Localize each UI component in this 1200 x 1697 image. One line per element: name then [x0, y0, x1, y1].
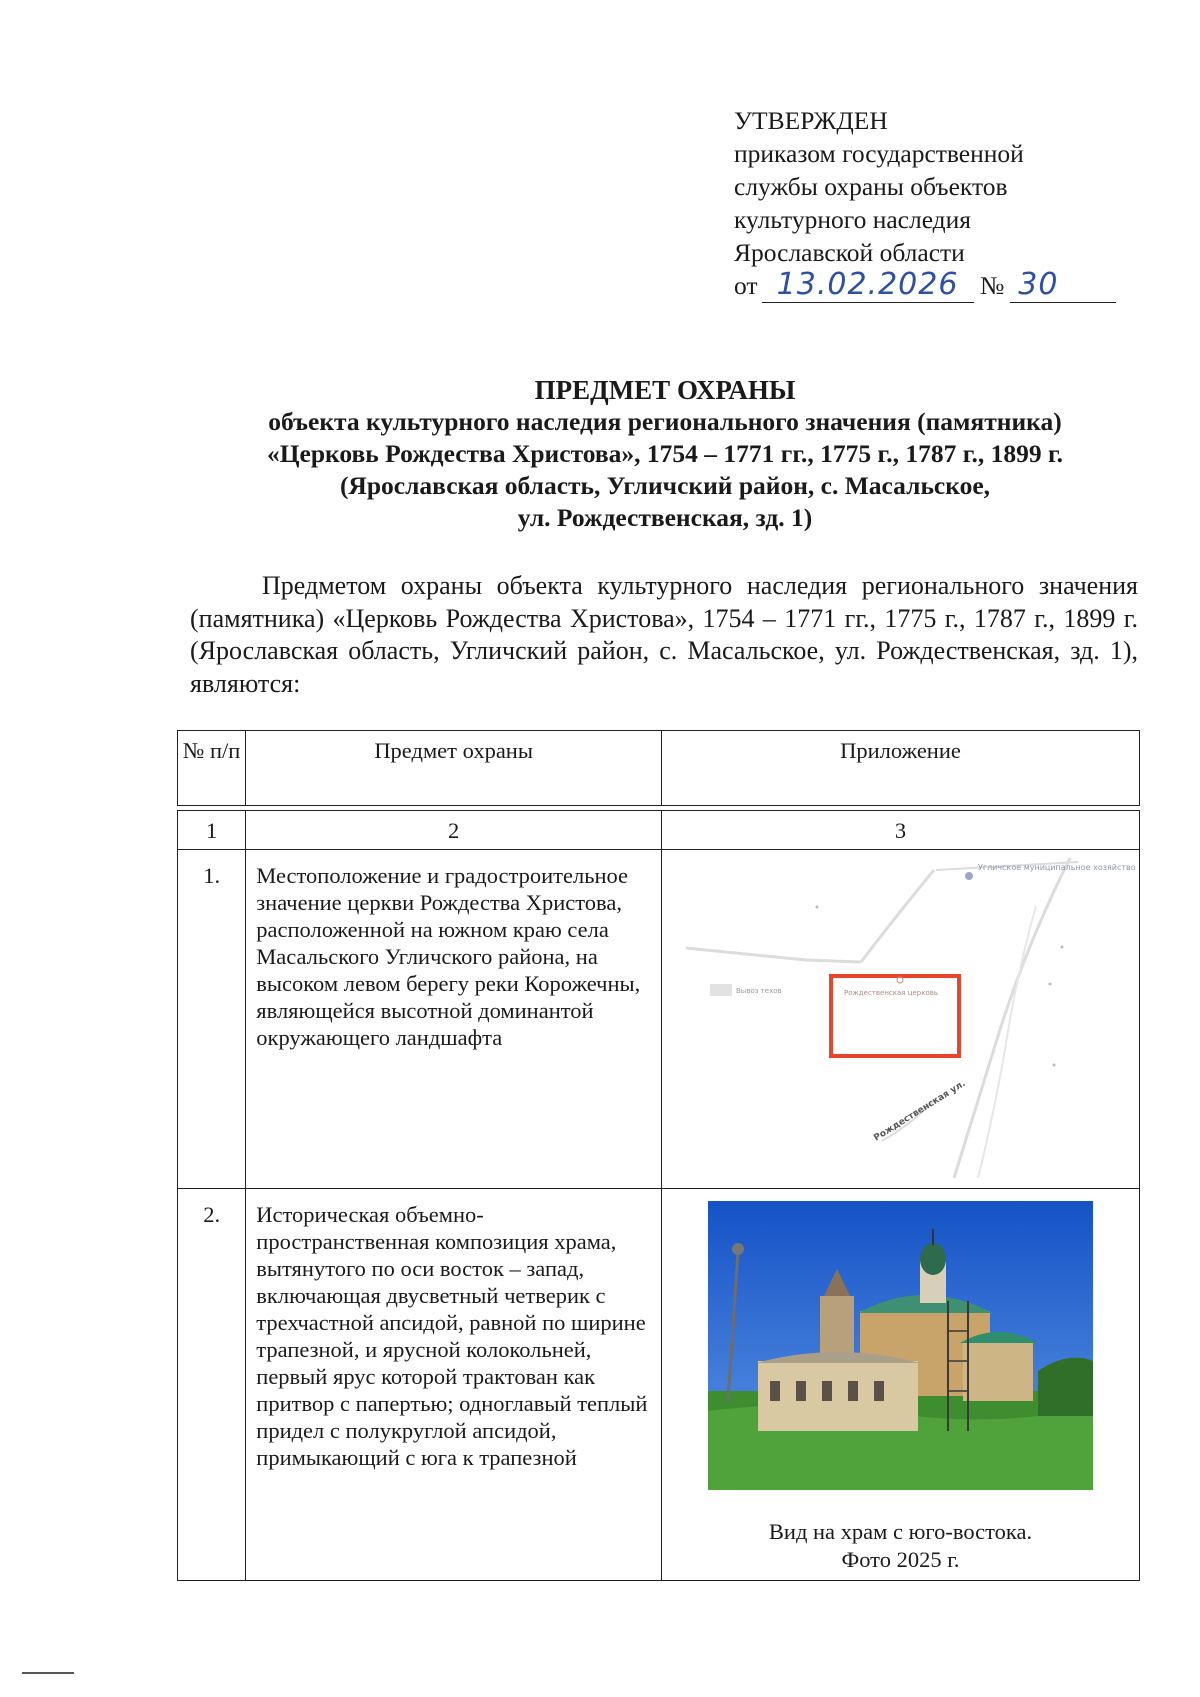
page-edge-mark [22, 1672, 74, 1674]
row-number-cell [178, 850, 246, 1189]
column-numbers-row [178, 811, 1140, 850]
title-line: (Ярославская область, Угличский район, с. Масальское, [339, 471, 991, 500]
number-field [1010, 267, 1116, 303]
map-label-top: Угличское муниципальное хозяйство [977, 863, 1136, 872]
approval-title: УТВЕРЖДЕН [734, 106, 888, 135]
approval-date-row [734, 269, 1116, 303]
map-label-left: Вывоз техов [735, 987, 782, 995]
approval-line: службы охраны объектов [734, 172, 1008, 201]
header-cell-subject: Предмет охраны [246, 731, 662, 806]
table-header-row [178, 731, 1140, 806]
title-line: ул. Рождественская, зд. 1) [517, 503, 813, 532]
row-appendix-cell [662, 850, 1140, 1189]
approval-line: приказом государственной [734, 139, 1024, 168]
row-number-cell [178, 1189, 246, 1581]
document-title [200, 374, 1130, 534]
location-highlight-box [831, 976, 959, 1056]
table-row [178, 850, 1140, 1189]
map-label-center: Рождественская церковь [843, 989, 938, 997]
column-number: 2 [246, 811, 662, 850]
handwritten-number: 30 [1018, 267, 1059, 302]
row-appendix-cell [662, 1189, 1140, 1581]
column-number: 1 [178, 811, 246, 850]
title-line: «Церковь Рождества Христова», 1754 – 1771 гг., 1775 г., 1787 г., 1899 г. [266, 439, 1064, 468]
header-cell-number: № п/п [178, 731, 246, 806]
photo-caption [662, 1518, 1139, 1580]
row-text: Местоположение и градостроительное значение церкви Рождества Христова, расположенной на южном краю села Масальского Угличского района, на высоком левом берегу реки Корожечны, являющейся высотной доминантой окружающего ландшафта [256, 863, 641, 1050]
approval-line: культурного наследия [734, 205, 972, 234]
row-number: 1. [203, 863, 221, 888]
handwritten-date: 13.02.2026 [776, 267, 959, 302]
location-map [686, 856, 1136, 1178]
table-row [178, 1189, 1140, 1581]
row-text-cell [246, 850, 662, 1189]
caption-line: Вид на храм с юго-востока. [768, 1519, 1033, 1544]
column-number: 3 [662, 811, 1140, 850]
date-field [762, 267, 974, 303]
title-heading: ПРЕДМЕТ ОХРАНЫ [534, 375, 796, 405]
intro-paragraph: Предметом охраны объекта культурного наследия регионального значения (памятника) «Церковь Рождества Христова», 1754 – 1771 гг., 1775 г., 1787 г., 1899 г. (Ярославская область, Угличский район, с. Масальское, ул. Рождественская, зд. 1), являются: [190, 571, 1138, 698]
church-photo [708, 1201, 1093, 1490]
caption-line: Фото 2025 г. [841, 1547, 960, 1572]
title-line: объекта культурного наследия регионального значения (памятника) [268, 407, 1062, 436]
number-prefix: № [979, 271, 1005, 300]
row-text: Историческая объемно-пространственная композиция храма, вытянутого по оси восток – запад, включающая двусветный четверик с трехчастной апсидой, равной по ширине трапезной, и ярусной колокольней, первый ярус которой трактован как притвор с папертью; одноглавый теплый придел с полукруглой апсидой, примыкающий с юга к трапезной [256, 1202, 648, 1470]
approval-line: Ярославской области [734, 238, 965, 267]
row-text-cell [246, 1189, 662, 1581]
map-street-label: Рождественская ул. [871, 1078, 967, 1144]
header-cell-appendix: Приложение [662, 731, 1140, 806]
row-number: 2. [203, 1202, 221, 1227]
approval-block [734, 104, 1116, 303]
protection-table [177, 730, 1140, 1581]
date-prefix: от [734, 271, 758, 300]
